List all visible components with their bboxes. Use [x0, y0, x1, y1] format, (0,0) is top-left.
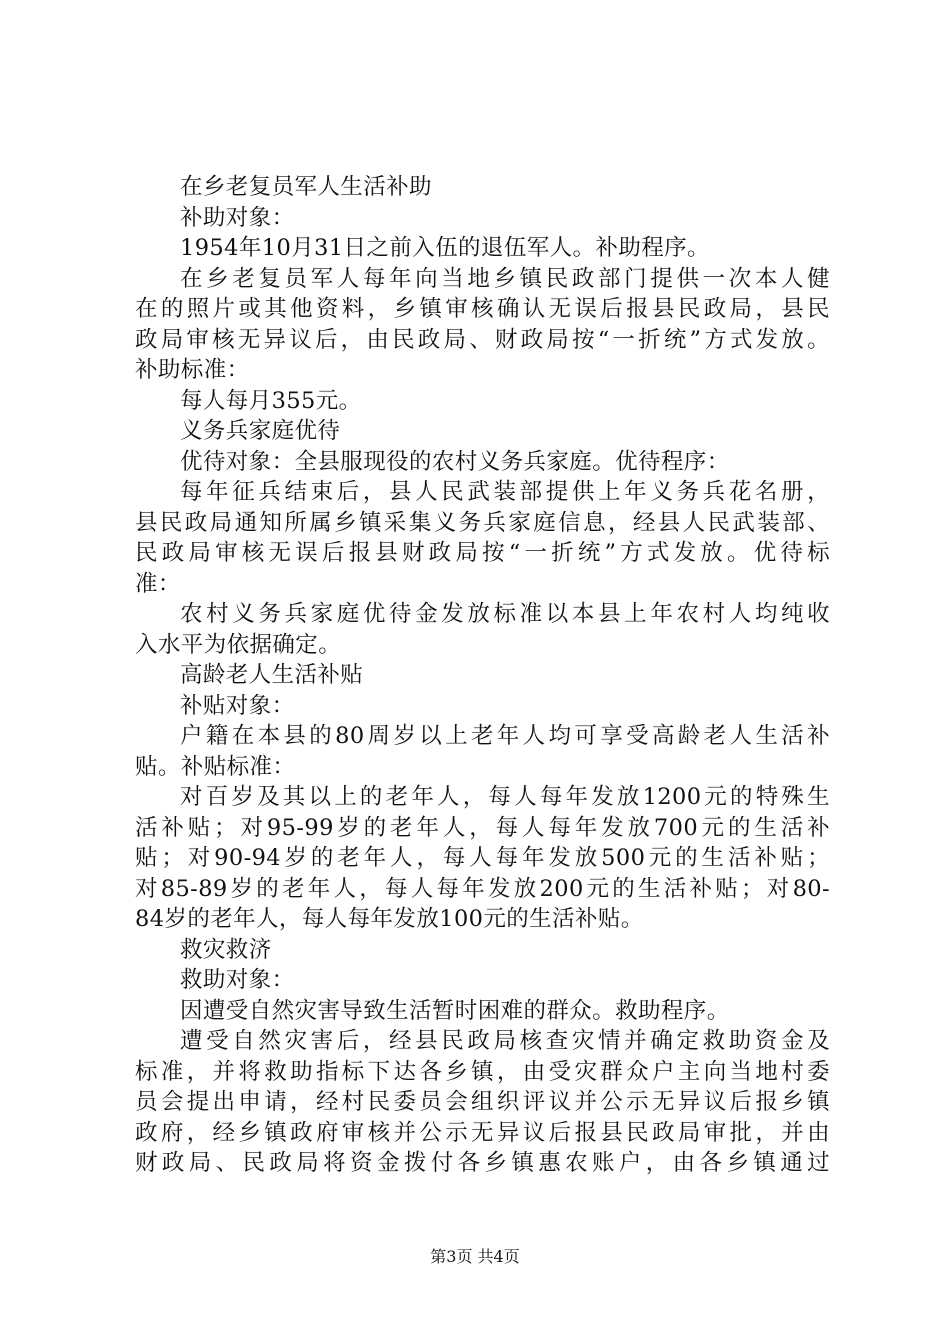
document-line: 活补贴；对95-99岁的老年人，每人每年发放700元的生活补 [135, 814, 830, 841]
document-line: 农村义务兵家庭优待金发放标准以本县上年农村人均纯收 [180, 601, 830, 627]
document-line: 补助对象： [180, 204, 295, 231]
document-line: 义务兵家庭优待 [180, 418, 341, 444]
document-line: 84岁的老年人，每人每年发放100元的生活补贴。 [135, 906, 644, 932]
document-line: 遭受自然灾害后，经县民政局核查灾情并确定救助资金及 [180, 1028, 830, 1054]
document-line: 优待对象：全县服现役的农村义务兵家庭。优待程序： [180, 448, 730, 475]
document-line: 标准，并将救助指标下达各乡镇，由受灾群众户主向当地村委 [135, 1058, 830, 1085]
document-line: 每年征兵结束后，县人民武装部提供上年义务兵花名册， [180, 479, 830, 505]
document-line: 在乡老复员军人生活补助 [180, 174, 432, 200]
document-line: 每人每月355元。 [180, 387, 362, 414]
document-line: 救灾救济 [180, 936, 272, 963]
document-line: 政府，经乡镇政府审核并公示无异议后报县民政局审批，并由 [135, 1119, 830, 1146]
document-line: 贴；对90-94岁的老年人，每人每年发放500元的生活补贴； [135, 845, 830, 871]
document-line: 补助标准： [135, 357, 250, 383]
document-line: 对百岁及其以上的老年人，每人每年发放1200元的特殊生 [180, 784, 830, 810]
document-line: 救助对象： [180, 967, 295, 993]
document-line: 在的照片或其他资料，乡镇审核确认无误后报县民政局，县民 [135, 296, 830, 322]
document-line: 在乡老复员军人每年向当地乡镇民政部门提供一次本人健 [180, 265, 830, 292]
page-number-label: 第3页 共4页 [430, 1247, 520, 1266]
document-line: 准： [135, 570, 181, 597]
document-line: 高龄老人生活补贴 [180, 662, 364, 688]
document-line: 户籍在本县的80周岁以上老年人均可享受高龄老人生活补 [180, 723, 830, 749]
document-line: 贴。补贴标准： [135, 753, 296, 780]
document-line: 员会提出申请，经村民委员会组织评议并公示无异议后报乡镇 [135, 1089, 830, 1115]
document-line: 对85-89岁的老年人，每人每年发放200元的生活补贴；对80- [135, 875, 830, 902]
document-line: 财政局、民政局将资金拨付各乡镇惠农账户，由各乡镇通过 [135, 1150, 830, 1176]
document-line: 因遭受自然灾害导致生活暂时困难的群众。救助程序。 [180, 997, 730, 1024]
document-line: 入水平为依据确定。 [135, 631, 342, 658]
document-body [135, 172, 830, 1179]
document-line: 政局审核无异议后，由民政局、财政局按“一折统”方式发放。 [135, 326, 830, 353]
document-line: 民政局审核无误后报县财政局按“一折统”方式发放。优待标 [135, 540, 830, 566]
document-line: 县民政局通知所属乡镇采集义务兵家庭信息，经县人民武装部、 [135, 509, 830, 536]
document-line: 1954年10月31日之前入伍的退伍军人。补助程序。 [180, 235, 710, 261]
document-line: 补贴对象： [180, 692, 295, 719]
page-footer [0, 1247, 950, 1267]
